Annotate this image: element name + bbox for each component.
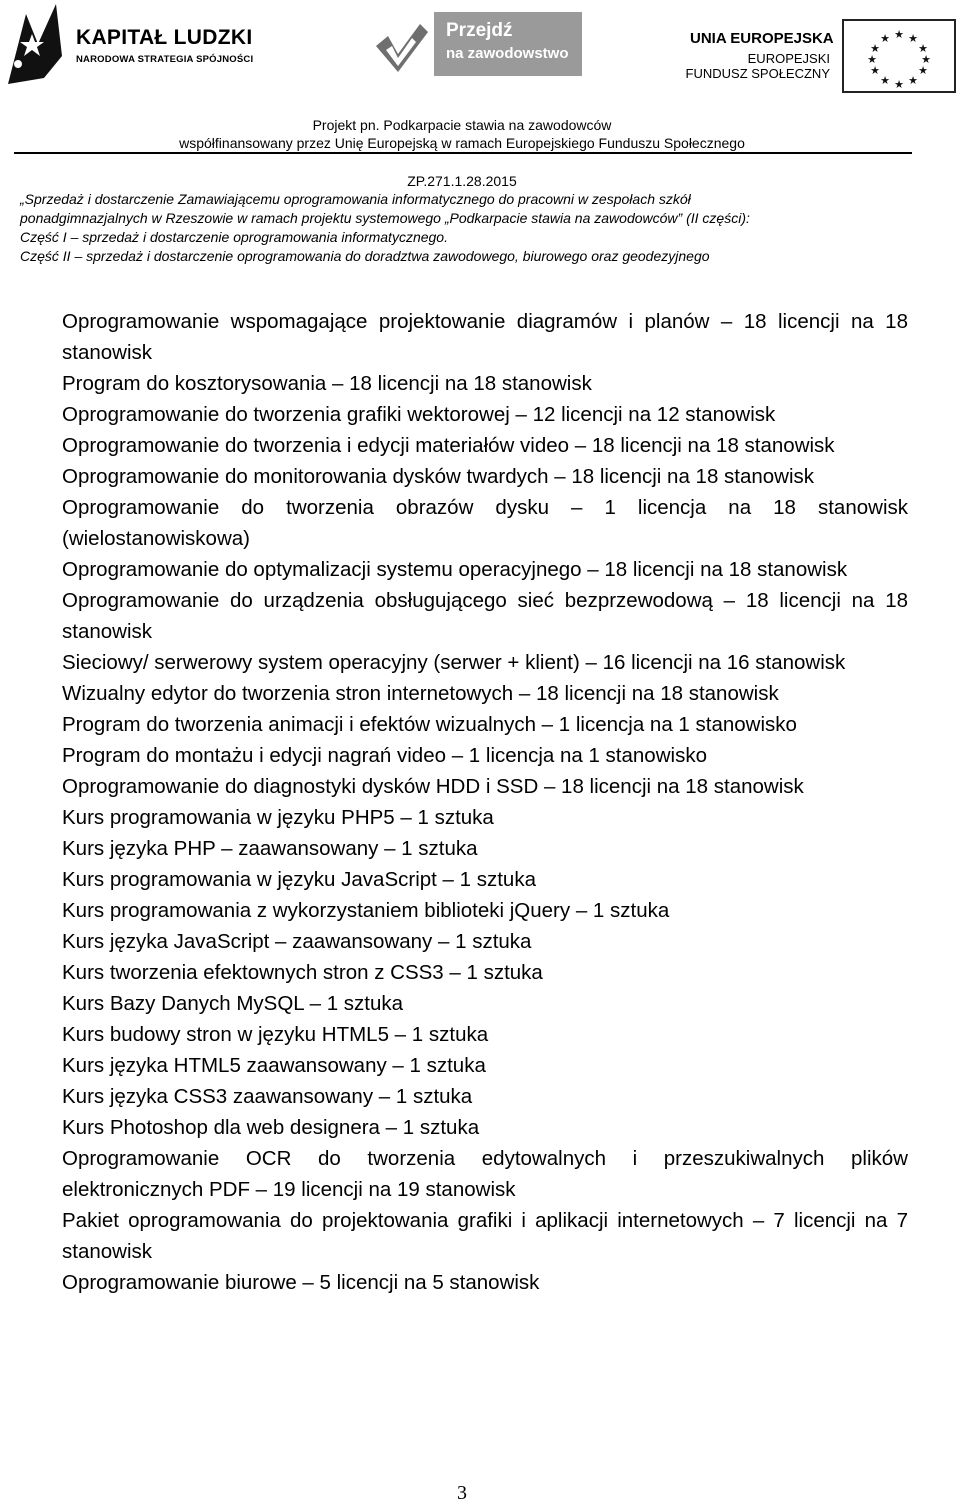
- subject-line: ponadgimnazjalnych w Rzeszowie w ramach projektu systemowego „Podkarpacie stawia na zawodowców” (II części):: [20, 210, 750, 226]
- list-item: Kurs języka JavaScript – zaawansowany – 1 sztuka: [62, 930, 532, 953]
- subject-line: „Sprzedaż i dostarczenie Zamawiającemu oprogramowania informatycznego do pracowni w zespołach szkół: [20, 191, 691, 207]
- list-item: Program do tworzenia animacji i efektów wizualnych – 1 licencja na 1 stanowisko: [62, 713, 797, 736]
- logo-bar: [0, 0, 960, 110]
- list-item: Kurs Bazy Danych MySQL – 1 sztuka: [62, 992, 404, 1015]
- ue-logo-line1: UNIA EUROPEJSKA: [690, 30, 834, 47]
- list-item: Oprogramowanie do tworzenia grafiki wektorowej – 12 licencji na 12 stanowisk: [62, 403, 776, 426]
- project-header: [0, 116, 924, 152]
- kapital-ludzki-emblem-icon: [4, 4, 66, 86]
- list-item: Oprogramowanie do tworzenia obrazów dysku – 1 licencja na 18 stanowisk (wielostanowiskowa): [62, 496, 908, 550]
- item-list: [62, 306, 908, 1298]
- procurement-subject: [20, 190, 920, 266]
- kapital-ludzki-logo: [4, 4, 254, 90]
- svg-text:★: ★: [867, 53, 877, 66]
- svg-text:★: ★: [918, 64, 928, 77]
- svg-text:★: ★: [918, 42, 928, 55]
- list-item: Kurs budowy stron w języku HTML5 – 1 sztuka: [62, 1023, 489, 1046]
- list-item: Oprogramowanie OCR do tworzenia edytowalnych i przeszukiwalnych plików elektronicznych PDF – 19 licencji na 19 stanowisk: [62, 1147, 908, 1201]
- checkmark-icon: [372, 20, 430, 76]
- kapital-ludzki-subtitle: NARODOWA STRATEGIA SPÓJNOŚCI: [76, 54, 254, 65]
- list-item: Kurs programowania w języku JavaScript – 1 sztuka: [62, 868, 536, 891]
- svg-text:★: ★: [870, 42, 880, 55]
- svg-text:★: ★: [894, 28, 904, 41]
- list-item: Kurs programowania w języku PHP5 – 1 sztuka: [62, 806, 494, 829]
- subject-line: Część II – sprzedaż i dostarczenie oprogramowania do doradztwa zawodowego, biurowego oraz geodezyjnego: [20, 248, 710, 264]
- list-item: Wizualny edytor do tworzenia stron internetowych – 18 licencji na 18 stanowisk: [62, 682, 779, 705]
- list-item: Kurs programowania z wykorzystaniem biblioteki jQuery – 1 sztuka: [62, 899, 670, 922]
- ue-logo-line3: FUNDUSZ SPOŁECZNY: [685, 66, 830, 81]
- list-item: Sieciowy/ serwerowy system operacyjny (serwer + klient) – 16 licencji na 16 stanowisk: [62, 651, 846, 674]
- svg-text:★: ★: [908, 32, 918, 45]
- list-item: Oprogramowanie do tworzenia i edycji materiałów video – 18 licencji na 18 stanowisk: [62, 434, 835, 457]
- list-item: Kurs języka PHP – zaawansowany – 1 sztuka: [62, 837, 478, 860]
- list-item: Oprogramowanie do optymalizacji systemu operacyjnego – 18 licencji na 18 stanowisk: [62, 558, 848, 581]
- list-item: Kurs tworzenia efektownych stron z CSS3 – 1 sztuka: [62, 961, 543, 984]
- project-title: Projekt pn. Podkarpacie stawia na zawodowców: [312, 117, 612, 133]
- svg-text:★: ★: [908, 74, 918, 87]
- project-funding: współfinansowany przez Unię Europejską w ramach Europejskiego Funduszu Społecznego: [179, 135, 745, 151]
- kapital-ludzki-title: KAPITAŁ LUDZKI: [76, 26, 253, 49]
- przejdz-logo-line1: Przejdź: [446, 20, 513, 41]
- svg-text:★: ★: [880, 32, 890, 45]
- list-item: Program do kosztorysowania – 18 licencji na 18 stanowisk: [62, 372, 592, 395]
- svg-text:★: ★: [880, 74, 890, 87]
- list-item: Program do montażu i edycji nagrań video – 1 licencja na 1 stanowisko: [62, 744, 707, 767]
- list-item: Oprogramowanie do urządzenia obsługującego sieć bezprzewodową – 18 licencji na 18 stanowisk: [62, 589, 908, 643]
- przejdz-logo-line2: na zawodowstwo: [446, 45, 569, 62]
- list-item: Kurs języka CSS3 zaawansowany – 1 sztuka: [62, 1085, 473, 1108]
- list-item: Kurs Photoshop dla web designera – 1 sztuka: [62, 1116, 480, 1139]
- subject-line: Część I – sprzedaż i dostarczenie oprogramowania informatycznego.: [20, 229, 448, 245]
- list-item: Oprogramowanie do monitorowania dysków twardych – 18 licencji na 18 stanowisk: [62, 465, 815, 488]
- przejdz-logo: [434, 12, 582, 76]
- ue-logo-line2: EUROPEJSKI: [747, 51, 830, 66]
- svg-text:★: ★: [894, 78, 904, 91]
- page-number: 3: [457, 1482, 467, 1504]
- list-item: Pakiet oprogramowania do projektowania grafiki i aplikacji internetowych – 7 licencji na 7 stanowisk: [62, 1209, 908, 1263]
- svg-text:★: ★: [870, 64, 880, 77]
- eu-flag-icon: [842, 19, 956, 93]
- list-item: Kurs języka HTML5 zaawansowany – 1 sztuka: [62, 1054, 486, 1077]
- list-item: Oprogramowanie biurowe – 5 licencji na 5 stanowisk: [62, 1271, 540, 1294]
- header-divider: [14, 152, 912, 154]
- reference-number: ZP.271.1.28.2015: [407, 173, 517, 189]
- svg-text:★: ★: [921, 53, 931, 66]
- list-item: Oprogramowanie do diagnostyki dysków HDD i SSD – 18 licencji na 18 stanowisk: [62, 775, 804, 798]
- list-item: Oprogramowanie wspomagające projektowanie diagramów i planów – 18 licencji na 18 stanowisk: [62, 310, 908, 364]
